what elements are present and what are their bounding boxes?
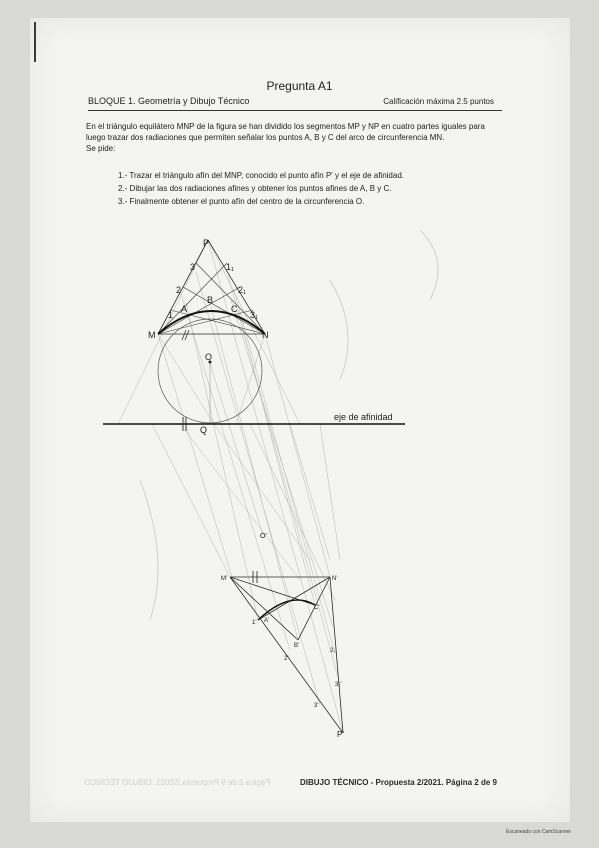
arc-MN: [158, 311, 265, 334]
label-M-prime: M': [221, 576, 228, 582]
triangle-MNP: [158, 240, 265, 334]
step-1: 1.- Trazar el triángulo afín del MNP, conocido el punto afín P' y el eje de afinidad.: [118, 171, 404, 180]
max-grade: Calificación máxima 2.5 puntos: [383, 97, 494, 106]
axis-label: eje de afinidad: [334, 412, 393, 422]
label-C: C: [231, 304, 238, 314]
label-2: 2: [176, 285, 182, 295]
label-3-sub: 3₁: [250, 310, 259, 320]
label-A: A: [181, 304, 188, 314]
label-N: N: [262, 330, 269, 340]
label-C-prime: C': [314, 605, 320, 611]
page-footer: DIBUJO TÉCNICO - Propuesta 2/2021. Página 2 de 9: [300, 778, 497, 787]
page-title: Pregunta A1: [266, 79, 333, 93]
label-P-prime: P': [337, 730, 344, 739]
label-O: O: [205, 352, 213, 362]
scanner-watermark: Escaneado con CamScanner: [506, 829, 572, 835]
step-3: 3.- Finalmente obtener el punto afín del centro de la circunferencia O.: [118, 197, 365, 206]
label-Q: Q: [200, 425, 208, 435]
label-3-sub-prime: 3₁': [335, 682, 342, 688]
label-B: B: [207, 295, 214, 305]
label-N-prime: N': [332, 576, 338, 582]
statement-ask: Se pide:: [86, 144, 116, 153]
triangle-affine: [230, 577, 343, 733]
affine-labels: [221, 533, 344, 739]
label-1-prime: 1': [252, 620, 257, 626]
label-1: 1: [168, 310, 174, 320]
label-1-sub: 1₁: [226, 262, 235, 272]
faint-compass-arcs: [140, 230, 438, 620]
label-P: P: [203, 238, 210, 248]
label-3-prime: 3': [314, 703, 319, 709]
label-B-prime: B': [294, 643, 300, 649]
bleed-through-text: Página 2 de 9 Propuesta 2/2021. DIBUJO TÉCNICO: [84, 778, 271, 787]
label-2-prime: 2': [284, 656, 289, 662]
label-3: 3: [190, 262, 196, 272]
label-2-sub: 2₁: [238, 285, 247, 295]
label-A-prime: A': [264, 618, 270, 624]
statement-intro: En el triángulo equilátero MNP de la figura se han dividido los segmentos MP y NP en cuatro partes iguales para luego trazar dos radiaciones que permiten señalar los puntos A, B y C del arco de circunferencia MN.: [86, 122, 485, 142]
label-2-sub-prime: 2₁': [330, 648, 337, 654]
figure-labels: [148, 238, 269, 435]
step-2: 2.- Dibujar las dos radiaciones afines y obtener los puntos afines de A, B y C.: [118, 184, 392, 193]
block-label: BLOQUE 1. Geometría y Dibujo Técnico: [88, 96, 250, 106]
label-M: M: [148, 330, 156, 340]
label-O-prime: O': [260, 533, 267, 540]
